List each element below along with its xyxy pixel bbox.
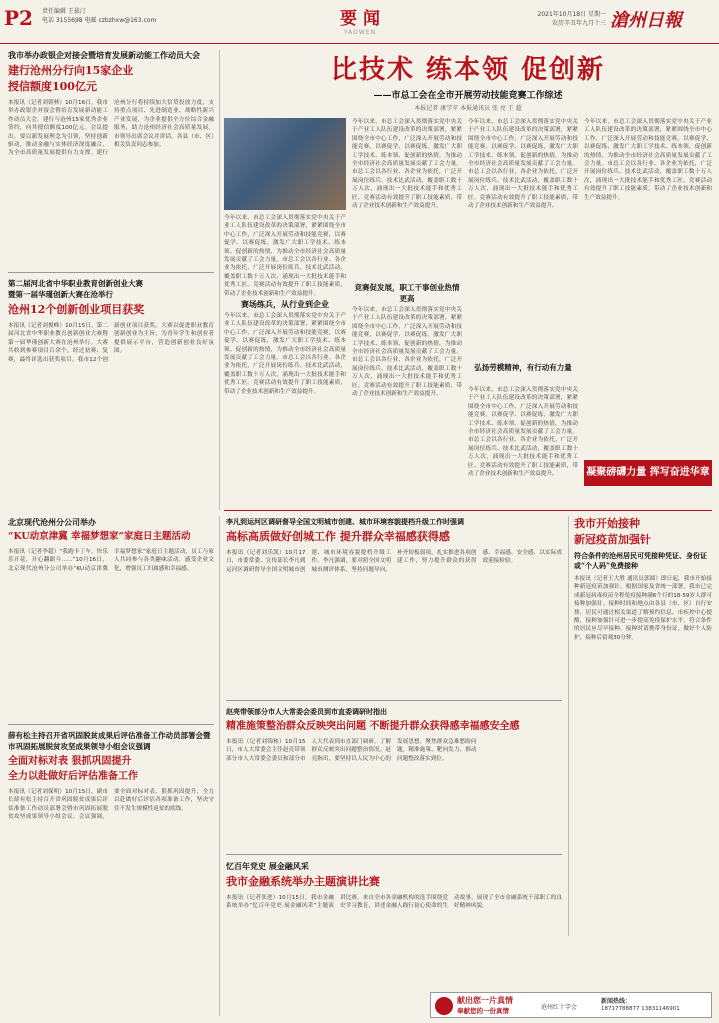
article-family-day xyxy=(8,516,214,718)
article-innovation-contest xyxy=(8,278,214,470)
feature-subhead-3: 弘扬劳模精神，有行动有力量 xyxy=(474,363,572,372)
feature-subhead-2: 竞赛促发展，职工干事创业热情更高 xyxy=(354,283,460,303)
masthead-logo: 滄州日報 xyxy=(610,10,682,31)
article-subtitle: 符合条件的沧州居民可凭接种凭证、身份证或“个人码”免费接种 xyxy=(574,551,707,570)
article-civilized-city xyxy=(226,516,562,701)
feature-body-col3b: 今年以来，市总工会深入贯彻落实党中央关于产业工人队伍建设改革的决策部署，紧紧围绕全市中心工作，广泛深入开展劳动和技能竞赛，以赛促学、以赛促练，激发广大职工学技术、练本领、促创新的热情，为推动全市经济社会高质量发展贡献了工会力量。市总工会以各行业、各企业为依托，广泛开展岗位练兵、技术比武活动，覆盖职工数十万人次，涌现出一大批技术能手和优秀工匠。竞赛活动有效提升了职工技能素质，带动了企业技术创新和生产效益提升。 xyxy=(468,387,578,478)
article-title-line2: 全力以赴做好后评估准备工作 xyxy=(8,771,138,782)
feature-subhead-1: 赛场练兵，从行业到企业 xyxy=(241,299,329,309)
editor-name: 责任编辑 王拔汀 xyxy=(42,8,86,15)
article-bank-credit xyxy=(8,50,214,282)
page-number: P2 xyxy=(4,6,33,30)
article-title: 精准施策整治群众反映突出问题 不断提升群众获得感幸福感安全感 xyxy=(226,721,520,732)
article-body: 本报讯（记者刘保明）10月15日，副市长薛有松主持召开省巩固脱贫成果后评估准备工作动员部署会暨市巩固拓展脱贫攻坚成果领导小组会议。会议强调，要全面对标对表，狠抓巩固提升，全力以赴做好后评估各项准备工作，坚决守住不发生规模性返贫的底线。 xyxy=(8,789,214,821)
ad-phones: 18717788877 13831146901 xyxy=(601,1006,680,1012)
issue-date xyxy=(518,10,606,28)
article-title: 全面对标对表 狠抓巩固提升 xyxy=(8,756,132,767)
section-cn: 要 闻 xyxy=(340,9,380,29)
article-body: 本报讯（记者刘锦栋）10月15日，市人大常委会主任赵亮带领部分市人大常委会委员和部分市人大代表到市直部门调研，了解群众反映突出问题整治情况。赵亮指出，要坚持以人民为中心的发展思想，聚焦群众急难愁盼问题，精准施策、靶向发力，推动问题整改落实到位。 xyxy=(226,739,477,762)
article-kicker: 薛有松主持召开省巩固脱贫成果后评估准备工作动员部署会暨市巩固拓展脱贫攻坚成果领导小组会议强调 xyxy=(8,731,211,751)
feature-body-col3: 今年以来，市总工会深入贯彻落实党中央关于产业工人队伍建设改革的决策部署，紧紧围绕全市中心工作，广泛深入开展劳动和技能竞赛，以赛促学、以赛促练，激发广大职工学技术、练本领、促创新的热情，为推动全市经济社会高质量发展贡献了工会力量。市总工会以各行业、各企业为依托，广泛开展岗位练兵、技术比武活动，覆盖职工数十万人次，涌现出一大批技术能手和优秀工匠。竞赛活动有效提升了职工技能素质，带动了企业技术创新和生产效益提升。 xyxy=(468,119,578,210)
article-npc-inspection xyxy=(226,706,562,860)
feature-body-col1: 今年以来，市总工会深入贯彻落实党中央关于产业工人队伍建设改革的决策部署，紧紧围绕全市中心工作，广泛深入开展劳动和技能竞赛，以赛促学、以赛促练，激发广大职工学技术、练本领、促创新的热情，为推动全市经济社会高质量发展贡献了工会力量。市总工会以各行业、各企业为依托，广泛开展岗位练兵、技术比武活动，覆盖职工数十万人次，涌现出一大批技术能手和优秀工匠。竞赛活动有效提升了职工技能素质，带动了企业技术创新和生产效益提升。 xyxy=(224,215,346,297)
feature-banner: 凝聚磅礴力量 挥写奋进华章 xyxy=(584,460,712,486)
article-title-line2: 授信额度100亿元 xyxy=(8,80,97,93)
feature-byline: 本报记者 康学苹 本报通讯员 张 亮 王 超 xyxy=(414,105,522,112)
article-kicker: 我市开始接种 xyxy=(574,517,640,530)
article-kicker: 第二届河北省中华职业教育创新创业大赛 xyxy=(8,279,143,288)
editor-contact: 电话 3155698 电邮 czbzhxw@163.com xyxy=(42,17,157,24)
feature-body-col1b: 今年以来，市总工会深入贯彻落实党中央关于产业工人队伍建设改革的决策部署，紧紧围绕全市中心工作，广泛深入开展劳动和技能竞赛，以赛促学、以赛促练，激发广大职工学技术、练本领、促创新的热情，为推动全市经济社会高质量发展贡献了工会力量。市总工会以各行业、各企业为依托，广泛开展岗位练兵、技术比武活动，覆盖职工数十万人次，涌现出一大批技术能手和优秀工匠。竞赛活动有效提升了职工技能素质，带动了企业技术创新和生产效益提升。 xyxy=(224,313,346,395)
article-title: 建行沧州分行向15家企业 xyxy=(8,64,134,77)
article-kicker: 忆百年党史 展金融风采 xyxy=(226,861,309,871)
feature-body-col4: 今年以来，市总工会深入贯彻落实党中央关于产业工人队伍建设改革的决策部署，紧紧围绕全市中心工作，广泛深入开展劳动和技能竞赛，以赛促学、以赛促练，激发广大职工学技术、练本领、促创新的热情，为推动全市经济社会高质量发展贡献了工会力量。市总工会以各行业、各企业为依托，广泛开展岗位练兵、技术比武活动，覆盖职工数十万人次，涌现出一大批技术能手和优秀工匠。竞赛活动有效提升了职工技能素质，带动了企业技术创新和生产效益提升。 xyxy=(584,119,712,201)
article-title: 我市金融系统举办主题演讲比赛 xyxy=(226,875,380,888)
ad-red-cross xyxy=(430,992,712,1018)
article-kicker: 赵亮带领部分市人大常委会委员到市直委调研时指出 xyxy=(226,707,387,716)
article-kicker-line2: 暨第一届华瑾创新大赛在沧举行 xyxy=(8,290,113,299)
article-body: 本报讯（记者王大胜 通讯员郭圆）即日起，我市开始接种新冠疫苗加强针。根据国家及省统一部署，我市已完成新冠病毒疫苗全程免疫接种满6个月的18-59岁人群可接种加强针。接种时间和地点由各县（市、区）自行安排，居民可通过相关渠道了解预约信息。市疾控中心提醒，接种加强针可进一步提高免疫保护水平，符合条件的居民应尽早接种。接种时请携带身份证，做好个人防护，接种后留观30分钟。 xyxy=(574,576,712,641)
article-body: 本报讯（记者刘俊峰）10月15日，第二届河北省中华职业教育创新创业大赛暨第一届华瑾创新大赛在沧州举行。大赛共收到参赛项目百余个，经过初赛、复赛，最终评选出获奖项目。我市12个创新创业项目获奖。大赛以促进职业教育创新创业为主旨，为青年学生和创业者提供展示平台，营造创新创业良好氛围。 xyxy=(8,323,214,363)
section-label xyxy=(330,4,390,36)
article-body: 本报讯（记者李超）“我跑卡丁车，快乐乐开花，开心翻跟斗……”10月16日，北京现代沧州分公司举办“KU动京津冀 幸福梦想家”家庭日主题活动，员工与家人共同参与各类趣味活动，感受企业文化，增强员工归属感和幸福感。 xyxy=(8,549,214,572)
article-title: 沧州12个创新创业项目获奖 xyxy=(8,303,145,316)
ad-slogan-1: 献出您一片真情 xyxy=(457,995,513,1005)
red-cross-icon xyxy=(435,997,453,1015)
feature-body-col2: 今年以来，市总工会深入贯彻落实党中央关于产业工人队伍建设改革的决策部署，紧紧围绕全市中心工作，广泛深入开展劳动和技能竞赛，以赛促学、以赛促练，激发广大职工学技术、练本领、促创新的热情，为推动全市经济社会高质量发展贡献了工会力量。市总工会以各行业、各企业为依托，广泛开展岗位练兵、技术比武活动，覆盖职工数十万人次，涌现出一大批技术能手和优秀工匠。竞赛活动有效提升了职工技能素质，带动了企业技术创新和生产效益提升。 xyxy=(352,119,462,210)
article-poverty-evaluation xyxy=(8,730,214,984)
article-kicker: 我市举办政银企对接会暨培育发展新动能工作动员大会 xyxy=(8,50,200,60)
feature-photo xyxy=(224,118,346,210)
article-title: 新冠疫苗加强针 xyxy=(574,533,651,546)
feature-labor-competition xyxy=(224,50,712,115)
date-lunar: 农历辛丑年九月十三 xyxy=(551,20,606,27)
article-kicker: 李凡到运河区调研督导全国文明城市创建、城市环境容貌提档升级工作时强调 xyxy=(226,517,464,526)
ad-org: 沧州红十字会 xyxy=(541,1004,578,1011)
ad-hotline-label: 新闻热线： xyxy=(601,998,632,1005)
date-gregorian: 2021年10月18日 星期一 xyxy=(537,11,606,18)
feature-title: 比技术 练本领 促创新 xyxy=(330,55,606,85)
editor-info xyxy=(42,7,156,25)
article-kicker: 北京现代沧州分公司举办 xyxy=(8,517,96,527)
section-en: YAOWEN xyxy=(343,29,377,36)
article-body: 本报讯（记者张进）10月15日，我市金融系统举办“忆百年党史·展金融风采”主题演讲比赛。来自全市各金融机构的选手围绕党史学习教育，讲述金融人践行初心使命的生动故事，展现了全市金融系统干部职工的良好精神风貌。 xyxy=(226,895,562,910)
feature-subtitle: ——市总工会在全市开展劳动技能竞赛工作综述 xyxy=(373,91,563,101)
ad-slogan-2: 奉献您的一份真情 xyxy=(457,1007,509,1015)
feature-body-col2b: 今年以来，市总工会深入贯彻落实党中央关于产业工人队伍建设改革的决策部署，紧紧围绕全市中心工作，广泛深入开展劳动和技能竞赛，以赛促学、以赛促练，激发广大职工学技术、练本领、促创新的热情，为推动全市经济社会高质量发展贡献了工会力量。市总工会以各行业、各企业为依托，广泛开展岗位练兵、技术比武活动，覆盖职工数十万人次，涌现出一大批技术能手和优秀工匠。竞赛活动有效提升了职工技能素质，带动了企业技术创新和生产效益提升。 xyxy=(352,307,462,398)
article-title: “KU动京津冀 幸福梦想家”家庭日主题活动 xyxy=(8,531,191,542)
article-body: 本报讯（记者刘乐凯）10月17日，市委常委、宣传部长李凡到运河区调研督导全国文明城市创建、城市环境容貌提档升级工作。李凡强调，要对照全国文明城市测评体系，坚持问题导向，补齐短板弱项，扎实推进各项创建工作，努力提升群众的获得感、幸福感、安全感，以实际成效迎接检验。 xyxy=(226,550,562,573)
page-header xyxy=(0,0,719,44)
article-body: 本报讯（记者刘朝林）10月16日，我市举办政银企对接会暨培育发展新动能工作动员大会。建行与沧州15家优秀企业签约，向其授信额度100亿元。会议提出，要以新发展理念为引领，坚持创新驱动，推动金融与实体经济深度融合，为全市高质量发展提供有力支撑。建行沧州分行将持续加大信贷投放力度，支持重点项目、先进制造业、战略性新兴产业发展，为企业提供全方位综合金融服务，助力沧州经济社会高质量发展。市领导出席会议并讲话，各县（市、区）相关负责同志参加。 xyxy=(8,100,214,157)
article-title: 高标高质做好创城工作 提升群众幸福感获得感 xyxy=(226,530,450,543)
article-vaccine-booster xyxy=(574,516,712,915)
